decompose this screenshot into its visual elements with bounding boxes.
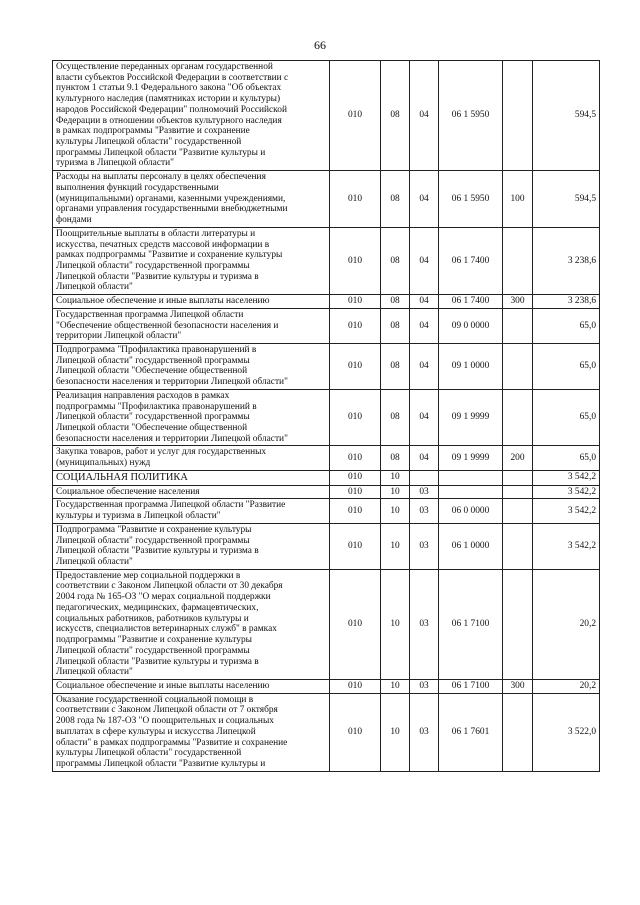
table-row: [53, 171, 600, 228]
row-ministry-code: 010: [330, 389, 381, 446]
row-ministry-code: 010: [330, 679, 381, 693]
row-subsection-code: 04: [410, 446, 439, 470]
row-amount: 3 542,2: [533, 523, 600, 569]
row-expense-type-code: 300: [503, 679, 533, 693]
row-target-article-code: [439, 470, 503, 485]
row-expense-type-code: [503, 61, 533, 171]
row-ministry-code: 010: [330, 171, 381, 228]
row-expense-type-code: [503, 693, 533, 771]
row-amount: 3 522,0: [533, 693, 600, 771]
row-target-article-code: 06 1 7100: [439, 679, 503, 693]
table-row: [53, 446, 600, 470]
row-target-article-code: 06 1 7100: [439, 569, 503, 679]
row-target-article-code: 09 1 0000: [439, 343, 503, 389]
row-ministry-code: 010: [330, 227, 381, 294]
row-amount: 3 238,6: [533, 295, 600, 309]
row-target-article-code: 09 1 9999: [439, 446, 503, 470]
row-section-code: 08: [381, 343, 410, 389]
table-row: [53, 693, 600, 771]
table-row: [53, 523, 600, 569]
row-ministry-code: 010: [330, 485, 381, 499]
row-ministry-code: 010: [330, 446, 381, 470]
table-row: [53, 485, 600, 499]
row-amount: 3 238,6: [533, 227, 600, 294]
row-expense-type-code: [503, 227, 533, 294]
row-subsection-code: [410, 470, 439, 485]
row-section-code: 10: [381, 499, 410, 523]
row-subsection-code: 03: [410, 569, 439, 679]
row-ministry-code: 010: [330, 693, 381, 771]
row-subsection-code: 03: [410, 693, 439, 771]
row-ministry-code: 010: [330, 499, 381, 523]
row-description: Расходы на выплаты персоналу в целях обеспечения выполнения функций государственными (муниципальными) органами, казенными учреждениями, органами управления государственными внебюджетными фондами: [53, 171, 330, 228]
row-amount: 65,0: [533, 343, 600, 389]
row-subsection-code: 04: [410, 295, 439, 309]
row-subsection-code: 03: [410, 679, 439, 693]
row-expense-type-code: 300: [503, 295, 533, 309]
row-target-article-code: 09 0 0000: [439, 308, 503, 343]
row-target-article-code: [439, 485, 503, 499]
table-row: [53, 679, 600, 693]
row-section-code: 10: [381, 485, 410, 499]
row-amount: 3 542,2: [533, 499, 600, 523]
row-target-article-code: 06 1 5950: [439, 61, 503, 171]
table-row: [53, 343, 600, 389]
table-row: [53, 61, 600, 171]
row-section-code: 08: [381, 227, 410, 294]
row-section-code: 10: [381, 470, 410, 485]
row-subsection-code: 04: [410, 61, 439, 171]
row-expense-type-code: 100: [503, 171, 533, 228]
row-subsection-code: 04: [410, 343, 439, 389]
row-description: Подпрограмма "Профилактика правонарушений в Липецкой области" государственной программы Липецкой области "Обеспечение общественной безопасности населения и территории Липецкой области": [53, 343, 330, 389]
row-section-code: 10: [381, 523, 410, 569]
row-description: СОЦИАЛЬНАЯ ПОЛИТИКА: [53, 470, 330, 485]
row-description: Социальное обеспечение и иные выплаты населению: [53, 679, 330, 693]
row-target-article-code: 09 1 9999: [439, 389, 503, 446]
row-amount: 594,5: [533, 61, 600, 171]
row-subsection-code: 04: [410, 308, 439, 343]
row-expense-type-code: [503, 523, 533, 569]
row-amount: 3 542,2: [533, 485, 600, 499]
row-section-code: 08: [381, 295, 410, 309]
row-subsection-code: 03: [410, 499, 439, 523]
row-amount: 65,0: [533, 446, 600, 470]
row-expense-type-code: [503, 499, 533, 523]
row-description: Социальное обеспечение населения: [53, 485, 330, 499]
row-section-code: 08: [381, 61, 410, 171]
row-description: Осуществление переданных органам государственной власти субъектов Российской Федерации в соответствии с пунктом 1 статьи 9.1 Федерального закона "Об объектах культурного наследия (памятниках истории и культуры) народов Российской Федерации" полномочий Российской Федерации в отношении объектов культурного наследия в рамках подпрограммы "Развитие и сохранение культуры Липецкой области" государственной программы Липецкой области "Развитие культуры и туризма в Липецкой области": [53, 61, 330, 171]
row-description: Предоставление мер социальной поддержки в соответствии с Законом Липецкой области от 30 декабря 2004 года № 165-ОЗ "О мерах социальной поддержки педагогических, медицинских, фармацевтических, социальных работников, работников культуры и искусств, специалистов ветеринарных служб" в рамках подпрограммы "Развитие и сохранение культуры Липецкой области" государственной программы Липецкой области "Развитие культуры и туризма в Липецкой области": [53, 569, 330, 679]
row-description: Поощрительные выплаты в области литературы и искусства, печатных средств массовой информации в рамках подпрограммы "Развитие и сохранение культуры Липецкой области" государственной программы Липецкой области "Развитие культуры и туризма в Липецкой области": [53, 227, 330, 294]
row-section-code: 08: [381, 308, 410, 343]
row-description: Государственная программа Липецкой области "Развитие культуры и туризма в Липецкой области": [53, 499, 330, 523]
row-amount: 65,0: [533, 389, 600, 446]
row-target-article-code: 06 1 5950: [439, 171, 503, 228]
table-row: [53, 389, 600, 446]
row-ministry-code: 010: [330, 343, 381, 389]
row-expense-type-code: [503, 569, 533, 679]
row-ministry-code: 010: [330, 308, 381, 343]
row-target-article-code: 06 0 0000: [439, 499, 503, 523]
row-target-article-code: 06 1 0000: [439, 523, 503, 569]
row-description: Оказание государственной социальной помощи в соответствии с Законом Липецкой области от 7 октября 2008 года № 187-ОЗ "О поощрительных и социальных выплатах в сфере культуры и искусства Липецкой области" в рамках подпрограммы "Развитие и сохранение культуры Липецкой области" государственной программы Липецкой области "Развитие культуры и: [53, 693, 330, 771]
row-section-code: 08: [381, 171, 410, 228]
row-expense-type-code: [503, 470, 533, 485]
row-expense-type-code: [503, 343, 533, 389]
row-amount: 3 542,2: [533, 470, 600, 485]
row-ministry-code: 010: [330, 470, 381, 485]
table-row: [53, 569, 600, 679]
row-description: Государственная программа Липецкой области "Обеспечение общественной безопасности населения и территории Липецкой области": [53, 308, 330, 343]
table-row: [53, 308, 600, 343]
row-subsection-code: 03: [410, 485, 439, 499]
budget-table: [52, 60, 600, 772]
row-subsection-code: 04: [410, 389, 439, 446]
row-ministry-code: 010: [330, 61, 381, 171]
page-number: 66: [314, 38, 326, 52]
row-subsection-code: 03: [410, 523, 439, 569]
row-section-code: 10: [381, 679, 410, 693]
row-expense-type-code: 200: [503, 446, 533, 470]
table-row: [53, 499, 600, 523]
row-expense-type-code: [503, 485, 533, 499]
row-subsection-code: 04: [410, 171, 439, 228]
table-row: [53, 227, 600, 294]
row-ministry-code: 010: [330, 569, 381, 679]
row-expense-type-code: [503, 308, 533, 343]
row-description: Социальное обеспечение и иные выплаты населению: [53, 295, 330, 309]
row-description: Закупка товаров, работ и услуг для государственных (муниципальных) нужд: [53, 446, 330, 470]
row-ministry-code: 010: [330, 523, 381, 569]
row-section-code: 08: [381, 446, 410, 470]
row-section-code: 10: [381, 569, 410, 679]
row-amount: 20,2: [533, 569, 600, 679]
row-amount: 65,0: [533, 308, 600, 343]
row-section-code: 10: [381, 693, 410, 771]
row-amount: 20,2: [533, 679, 600, 693]
row-description: Подпрограмма "Развитие и сохранение культуры Липецкой области" государственной программы Липецкой области "Развитие культуры и туризма в Липецкой области": [53, 523, 330, 569]
row-amount: 594,5: [533, 171, 600, 228]
row-target-article-code: 06 1 7400: [439, 295, 503, 309]
row-ministry-code: 010: [330, 295, 381, 309]
section-row: [53, 470, 600, 485]
row-section-code: 08: [381, 389, 410, 446]
row-description: Реализация направления расходов в рамках подпрограммы "Профилактика правонарушений в Липецкой области" государственной программы Липецкой области "Обеспечение общественной безопасности населения и территории Липецкой области": [53, 389, 330, 446]
table-row: [53, 295, 600, 309]
row-expense-type-code: [503, 389, 533, 446]
row-subsection-code: 04: [410, 227, 439, 294]
row-target-article-code: 06 1 7601: [439, 693, 503, 771]
row-target-article-code: 06 1 7400: [439, 227, 503, 294]
